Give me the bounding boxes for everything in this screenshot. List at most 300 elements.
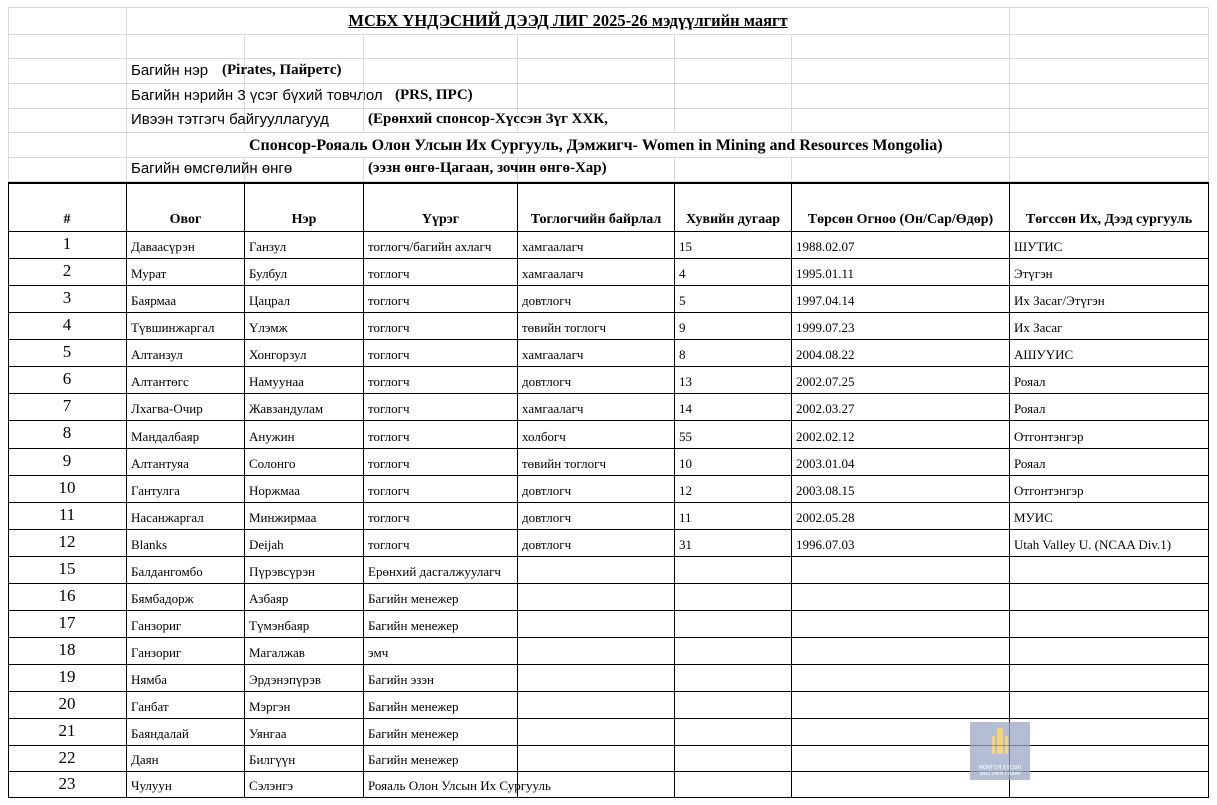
- table-cell[interactable]: [1010, 259, 1209, 286]
- table-cell[interactable]: [364, 719, 518, 746]
- table-cell[interactable]: [518, 584, 675, 611]
- table-cell[interactable]: [675, 259, 792, 286]
- table-cell[interactable]: [675, 557, 792, 584]
- table-cell[interactable]: [792, 259, 1010, 286]
- table-cell[interactable]: [127, 503, 245, 530]
- column-header: [792, 184, 1010, 232]
- table-header-row: [8, 184, 1209, 232]
- table-cell[interactable]: [792, 638, 1010, 665]
- table-cell[interactable]: [675, 719, 792, 746]
- table-cell[interactable]: [518, 665, 675, 692]
- government-watermark: [970, 722, 1030, 780]
- table-cell[interactable]: [364, 394, 518, 421]
- cell-value: Рояаль Олон Улсын Их Сургууль: [368, 778, 551, 793]
- cell-value: Насанжаргал: [131, 510, 204, 525]
- table-cell[interactable]: [518, 638, 675, 665]
- table-cell[interactable]: [792, 584, 1010, 611]
- cell-value: Deijah: [249, 537, 284, 552]
- table-cell[interactable]: [1010, 692, 1209, 719]
- grid-cell[interactable]: [792, 109, 1010, 133]
- table-cell[interactable]: [245, 367, 364, 394]
- table-cell[interactable]: [127, 476, 245, 503]
- cell-value: тоглогч/багийн ахлагч: [368, 239, 492, 254]
- table-row: [8, 692, 1209, 719]
- table-cell[interactable]: [364, 665, 518, 692]
- table-cell[interactable]: [245, 665, 364, 692]
- grid-cell[interactable]: [127, 35, 245, 59]
- table-cell[interactable]: [364, 692, 518, 719]
- table-cell[interactable]: [518, 503, 675, 530]
- table-cell[interactable]: [127, 772, 245, 798]
- table-cell[interactable]: [792, 665, 1010, 692]
- cell-value: Алтанзул: [131, 347, 183, 362]
- grid-cell[interactable]: [364, 59, 518, 84]
- row-number: 6: [62, 369, 72, 388]
- table-cell[interactable]: [127, 557, 245, 584]
- table-cell[interactable]: [8, 449, 127, 476]
- grid-cell[interactable]: [245, 109, 364, 133]
- grid-cell[interactable]: [127, 59, 342, 84]
- grid-cell[interactable]: [127, 84, 473, 109]
- cell-value: Рояал: [1014, 401, 1046, 416]
- uniform-color-value: (ээзн өнгө-Цагаан, зочин өнгө-Хар): [368, 160, 607, 176]
- table-cell[interactable]: [127, 259, 245, 286]
- header-row: [8, 109, 1209, 133]
- table-cell[interactable]: [1010, 638, 1209, 665]
- row-number: 20: [58, 694, 76, 713]
- table-cell[interactable]: [127, 232, 245, 259]
- table-cell[interactable]: [245, 476, 364, 503]
- cell-value: Багийн менежер: [368, 752, 459, 767]
- cell-value: тоглогч: [368, 320, 410, 335]
- row-number: 10: [58, 478, 76, 497]
- table-cell[interactable]: [364, 638, 518, 665]
- table-cell[interactable]: [245, 340, 364, 367]
- cell-value: Пүрэвсүрэн: [249, 564, 315, 579]
- cell-value: 1999.07.23: [796, 320, 855, 335]
- table-cell[interactable]: [8, 584, 127, 611]
- table-cell[interactable]: [364, 584, 518, 611]
- cell-value: Мэргэн: [249, 699, 291, 714]
- cell-value: Түмэнбаяр: [249, 618, 310, 633]
- table-cell[interactable]: [127, 340, 245, 367]
- grid-cell[interactable]: [245, 158, 364, 182]
- table-cell[interactable]: [518, 449, 675, 476]
- table-cell[interactable]: [1010, 394, 1209, 421]
- row-number: 9: [62, 451, 72, 470]
- grid-cell[interactable]: [1010, 158, 1209, 182]
- table-cell[interactable]: [364, 476, 518, 503]
- cell-value: Балдангомбо: [131, 564, 203, 579]
- table-cell[interactable]: [518, 286, 675, 313]
- sponsor-value-line1: (Ерөнхий спонсор-Хүссэн Зүг ХХК,: [368, 111, 608, 127]
- table-row: [8, 421, 1209, 449]
- grid-cell[interactable]: [1010, 109, 1209, 133]
- table-cell[interactable]: [675, 232, 792, 259]
- table-cell[interactable]: [364, 286, 518, 313]
- cell-value: Намуунаа: [249, 374, 304, 389]
- table-cell[interactable]: [8, 421, 127, 449]
- table-cell[interactable]: [675, 421, 792, 449]
- table-cell[interactable]: [127, 611, 245, 638]
- table-cell[interactable]: [675, 530, 792, 557]
- table-cell[interactable]: [127, 719, 245, 746]
- header-row: [8, 59, 1209, 84]
- table-cell[interactable]: [518, 476, 675, 503]
- grid-cell[interactable]: [1010, 35, 1209, 59]
- table-cell[interactable]: [127, 421, 245, 449]
- table-cell[interactable]: [675, 746, 792, 772]
- column-header: [8, 184, 127, 232]
- table-cell[interactable]: [364, 313, 518, 340]
- grid-cell[interactable]: [127, 158, 293, 182]
- cell-value: 11: [679, 510, 692, 525]
- column-header-label: Үүрэг: [421, 212, 460, 227]
- table-cell[interactable]: [675, 476, 792, 503]
- column-header: [127, 184, 245, 232]
- table-cell[interactable]: [8, 232, 127, 259]
- table-cell[interactable]: [245, 503, 364, 530]
- table-cell[interactable]: [792, 557, 1010, 584]
- cell-value: 1996.07.03: [796, 537, 855, 552]
- table-cell[interactable]: [675, 313, 792, 340]
- cell-value: Ганзориг: [131, 618, 182, 633]
- table-cell[interactable]: [1010, 772, 1209, 798]
- table-cell[interactable]: [8, 313, 127, 340]
- grid-cell[interactable]: [8, 84, 127, 109]
- grid-cell[interactable]: [675, 84, 792, 109]
- table-cell[interactable]: [8, 719, 127, 746]
- table-cell[interactable]: [792, 449, 1010, 476]
- row-number: 5: [62, 342, 72, 361]
- table-cell[interactable]: [792, 367, 1010, 394]
- table-cell[interactable]: [675, 286, 792, 313]
- cell-value: Blanks: [131, 537, 168, 552]
- cell-value: тоглогч: [368, 510, 410, 525]
- table-cell[interactable]: [245, 449, 364, 476]
- table-cell[interactable]: [1010, 476, 1209, 503]
- cell-value: Отгонтэнгэр: [1014, 429, 1084, 444]
- sponsor-cell[interactable]: [127, 133, 1010, 158]
- row-number: 11: [58, 505, 76, 524]
- grid-cell[interactable]: [8, 158, 127, 182]
- grid-cell[interactable]: [8, 109, 127, 133]
- table-cell[interactable]: [675, 449, 792, 476]
- grid-cell[interactable]: [127, 109, 329, 133]
- grid-cell[interactable]: [675, 109, 792, 133]
- table-cell[interactable]: [8, 286, 127, 313]
- table-cell[interactable]: [8, 340, 127, 367]
- cell-value: Чулуун: [131, 778, 172, 793]
- cell-value: Жавзандулам: [249, 401, 324, 416]
- table-cell[interactable]: [792, 421, 1010, 449]
- table-cell[interactable]: [518, 692, 675, 719]
- table-cell[interactable]: [8, 692, 127, 719]
- grid-cell[interactable]: [245, 59, 364, 84]
- table-cell[interactable]: [8, 665, 127, 692]
- column-header: [364, 184, 518, 232]
- table-cell[interactable]: [127, 286, 245, 313]
- table-cell[interactable]: [127, 367, 245, 394]
- cell-value: тоглогч: [368, 537, 410, 552]
- column-header-label: Төгссөн Их, Дээд сургууль: [1025, 212, 1193, 227]
- grid-cell[interactable]: [364, 35, 518, 59]
- grid-cell[interactable]: [792, 158, 1010, 182]
- table-cell[interactable]: [245, 638, 364, 665]
- column-header-label: Төрсөн Огноо (Он/Сар/Өдөр): [807, 212, 994, 227]
- table-cell[interactable]: [1010, 557, 1209, 584]
- table-cell[interactable]: [364, 259, 518, 286]
- table-cell[interactable]: [245, 557, 364, 584]
- table-cell[interactable]: [518, 772, 675, 798]
- uniform-color-label: Багийн өмсгөлийн өнгө: [131, 160, 293, 177]
- table-cell[interactable]: [518, 611, 675, 638]
- table-cell[interactable]: [1010, 421, 1209, 449]
- table-cell[interactable]: [364, 557, 518, 584]
- table-cell[interactable]: [1010, 503, 1209, 530]
- table-cell[interactable]: [792, 611, 1010, 638]
- table-cell[interactable]: [8, 476, 127, 503]
- cell-value: Уянгаа: [249, 726, 287, 741]
- table-cell[interactable]: [127, 394, 245, 421]
- grid-cell[interactable]: [245, 84, 364, 109]
- grid-cell[interactable]: [364, 158, 607, 182]
- cell-value: 2003.01.04: [796, 456, 855, 471]
- grid-cell[interactable]: [8, 59, 127, 84]
- grid-cell[interactable]: [364, 84, 518, 109]
- table-cell[interactable]: [127, 692, 245, 719]
- column-header-label: Нэр: [291, 212, 317, 227]
- grid-cell[interactable]: [518, 35, 675, 59]
- table-cell[interactable]: [364, 772, 551, 798]
- table-cell[interactable]: [675, 584, 792, 611]
- table-cell[interactable]: [1010, 286, 1209, 313]
- cell-value: Билгүүн: [249, 752, 296, 767]
- cell-value: тоглогч: [368, 429, 410, 444]
- table-cell[interactable]: [1010, 313, 1209, 340]
- grid-cell[interactable]: [792, 84, 1010, 109]
- table-cell[interactable]: [127, 584, 245, 611]
- cell-value: 2002.05.28: [796, 510, 855, 525]
- column-header-label: #: [63, 212, 71, 227]
- table-cell[interactable]: [1010, 584, 1209, 611]
- table-cell[interactable]: [1010, 340, 1209, 367]
- table-cell[interactable]: [518, 367, 675, 394]
- table-cell[interactable]: [245, 286, 364, 313]
- table-cell[interactable]: [675, 638, 792, 665]
- table-cell[interactable]: [364, 232, 518, 259]
- table-cell[interactable]: [245, 394, 364, 421]
- grid-cell[interactable]: [518, 84, 675, 109]
- table-cell[interactable]: [675, 665, 792, 692]
- table-cell[interactable]: [245, 719, 364, 746]
- table-cell[interactable]: [518, 313, 675, 340]
- cell-value: Азбаяр: [249, 591, 289, 606]
- cell-value: довтлогч: [522, 483, 572, 498]
- table-cell[interactable]: [792, 394, 1010, 421]
- grid-cell[interactable]: [518, 59, 675, 84]
- grid-cell[interactable]: [8, 133, 127, 158]
- table-cell[interactable]: [1010, 746, 1209, 772]
- table-cell[interactable]: [792, 286, 1010, 313]
- grid-cell[interactable]: [518, 109, 675, 133]
- grid-cell[interactable]: [1010, 59, 1209, 84]
- header-row: [8, 158, 1209, 182]
- table-cell[interactable]: [1010, 449, 1209, 476]
- cell-value: 14: [679, 401, 692, 416]
- cell-value: тоглогч: [368, 293, 410, 308]
- cell-value: Мандалбаяр: [131, 429, 200, 444]
- table-cell[interactable]: [127, 746, 245, 772]
- cell-value: 2002.02.12: [796, 429, 855, 444]
- table-cell[interactable]: [1010, 665, 1209, 692]
- table-row: [8, 665, 1209, 692]
- row-number: 15: [58, 559, 76, 578]
- grid-cell[interactable]: [675, 35, 792, 59]
- cell-value: Сэлэнгэ: [249, 778, 294, 793]
- cell-value: Этүгэн: [1014, 266, 1053, 281]
- table-cell[interactable]: [245, 259, 364, 286]
- table-cell[interactable]: [518, 232, 675, 259]
- cell-value: Ганзул: [249, 239, 287, 254]
- table-cell[interactable]: [364, 449, 518, 476]
- cell-value: Хонгорзул: [249, 347, 307, 362]
- grid-cell[interactable]: [1010, 8, 1209, 35]
- table-cell[interactable]: [792, 340, 1010, 367]
- table-cell[interactable]: [127, 530, 245, 557]
- cell-value: 2002.07.25: [796, 374, 855, 389]
- page-title: МСБХ ҮНДЭСНИЙ ДЭЭД ЛИГ 2025-26 мэдүүлгийн маягт: [348, 11, 788, 30]
- table-cell[interactable]: [245, 746, 364, 772]
- grid-cell[interactable]: [1010, 84, 1209, 109]
- table-cell[interactable]: [8, 611, 127, 638]
- table-cell[interactable]: [127, 449, 245, 476]
- table-row: [8, 340, 1209, 367]
- grid-cell[interactable]: [8, 8, 127, 35]
- cell-value: 9: [679, 320, 686, 335]
- table-cell[interactable]: [1010, 611, 1209, 638]
- cell-value: Багийн менежер: [368, 699, 459, 714]
- table-cell[interactable]: [675, 692, 792, 719]
- table-cell[interactable]: [364, 503, 518, 530]
- table-cell[interactable]: [1010, 232, 1209, 259]
- title-cell[interactable]: [127, 8, 1010, 35]
- table-cell[interactable]: [792, 232, 1010, 259]
- table-cell[interactable]: [1010, 367, 1209, 394]
- table-cell[interactable]: [8, 638, 127, 665]
- table-cell[interactable]: [8, 367, 127, 394]
- row-number: 18: [58, 640, 76, 659]
- table-cell[interactable]: [364, 530, 518, 557]
- cell-value: МУИС: [1014, 510, 1053, 525]
- grid-cell[interactable]: [675, 59, 792, 84]
- grid-cell[interactable]: [792, 35, 1010, 59]
- column-header: [518, 184, 675, 232]
- grid-cell[interactable]: [245, 35, 364, 59]
- table-cell[interactable]: [8, 746, 127, 772]
- table-cell[interactable]: [8, 772, 127, 798]
- table-cell[interactable]: [8, 530, 127, 557]
- cell-value: Баяндалай: [131, 726, 189, 741]
- grid-cell[interactable]: [675, 158, 792, 182]
- table-cell[interactable]: [245, 692, 364, 719]
- cell-value: Минжирмаа: [249, 510, 317, 525]
- table-cell[interactable]: [675, 503, 792, 530]
- table-cell[interactable]: [518, 259, 675, 286]
- table-cell[interactable]: [8, 259, 127, 286]
- table-cell[interactable]: [792, 503, 1010, 530]
- table-cell[interactable]: [127, 665, 245, 692]
- table-cell[interactable]: [518, 557, 675, 584]
- cell-value: хамгаалагч: [522, 401, 584, 416]
- cell-value: Багийн менежер: [368, 618, 459, 633]
- table-cell[interactable]: [245, 421, 364, 449]
- table-cell[interactable]: [8, 557, 127, 584]
- table-cell[interactable]: [518, 530, 675, 557]
- table-cell[interactable]: [518, 746, 675, 772]
- table-cell[interactable]: [127, 638, 245, 665]
- cell-value: Цацрал: [249, 293, 290, 308]
- table-row: [8, 638, 1209, 665]
- table-cell[interactable]: [792, 692, 1010, 719]
- table-cell[interactable]: [245, 772, 364, 798]
- table-cell[interactable]: [245, 232, 364, 259]
- table-cell[interactable]: [245, 584, 364, 611]
- cell-value: Даваасүрэн: [131, 239, 195, 254]
- table-cell[interactable]: [8, 503, 127, 530]
- table-cell[interactable]: [675, 367, 792, 394]
- table-cell[interactable]: [1010, 530, 1209, 557]
- table-cell[interactable]: [1010, 719, 1209, 746]
- table-cell[interactable]: [792, 476, 1010, 503]
- table-cell[interactable]: [518, 421, 675, 449]
- cell-value: 12: [679, 483, 692, 498]
- table-cell[interactable]: [364, 340, 518, 367]
- table-cell[interactable]: [792, 313, 1010, 340]
- grid-cell[interactable]: [1010, 133, 1209, 158]
- cell-value: тоглогч: [368, 374, 410, 389]
- table-cell[interactable]: [364, 611, 518, 638]
- column-header: [1010, 184, 1209, 232]
- table-cell[interactable]: [518, 340, 675, 367]
- table-cell[interactable]: [675, 394, 792, 421]
- table-cell[interactable]: [675, 772, 792, 798]
- grid-cell[interactable]: [8, 35, 127, 59]
- table-cell[interactable]: [518, 719, 675, 746]
- table-cell[interactable]: [8, 394, 127, 421]
- table-cell[interactable]: [675, 611, 792, 638]
- cell-value: 10: [679, 456, 692, 471]
- table-cell[interactable]: [364, 367, 518, 394]
- table-cell[interactable]: [364, 746, 518, 772]
- column-header-label: Хувийн дугаар: [685, 212, 781, 227]
- table-cell[interactable]: [245, 313, 364, 340]
- table-cell[interactable]: [245, 530, 364, 557]
- table-cell[interactable]: [127, 313, 245, 340]
- table-cell[interactable]: [792, 530, 1010, 557]
- row-number: 17: [58, 613, 76, 632]
- table-cell[interactable]: [518, 394, 675, 421]
- table-cell[interactable]: [364, 421, 518, 449]
- table-row: [8, 476, 1209, 503]
- grid-cell[interactable]: [364, 109, 608, 133]
- grid-cell[interactable]: [792, 59, 1010, 84]
- grid-cell[interactable]: [518, 158, 675, 182]
- column-header-label: Тоглогчийн байрлал: [530, 212, 662, 227]
- table-cell[interactable]: [675, 340, 792, 367]
- table-cell[interactable]: [245, 611, 364, 638]
- table-row: [8, 503, 1209, 530]
